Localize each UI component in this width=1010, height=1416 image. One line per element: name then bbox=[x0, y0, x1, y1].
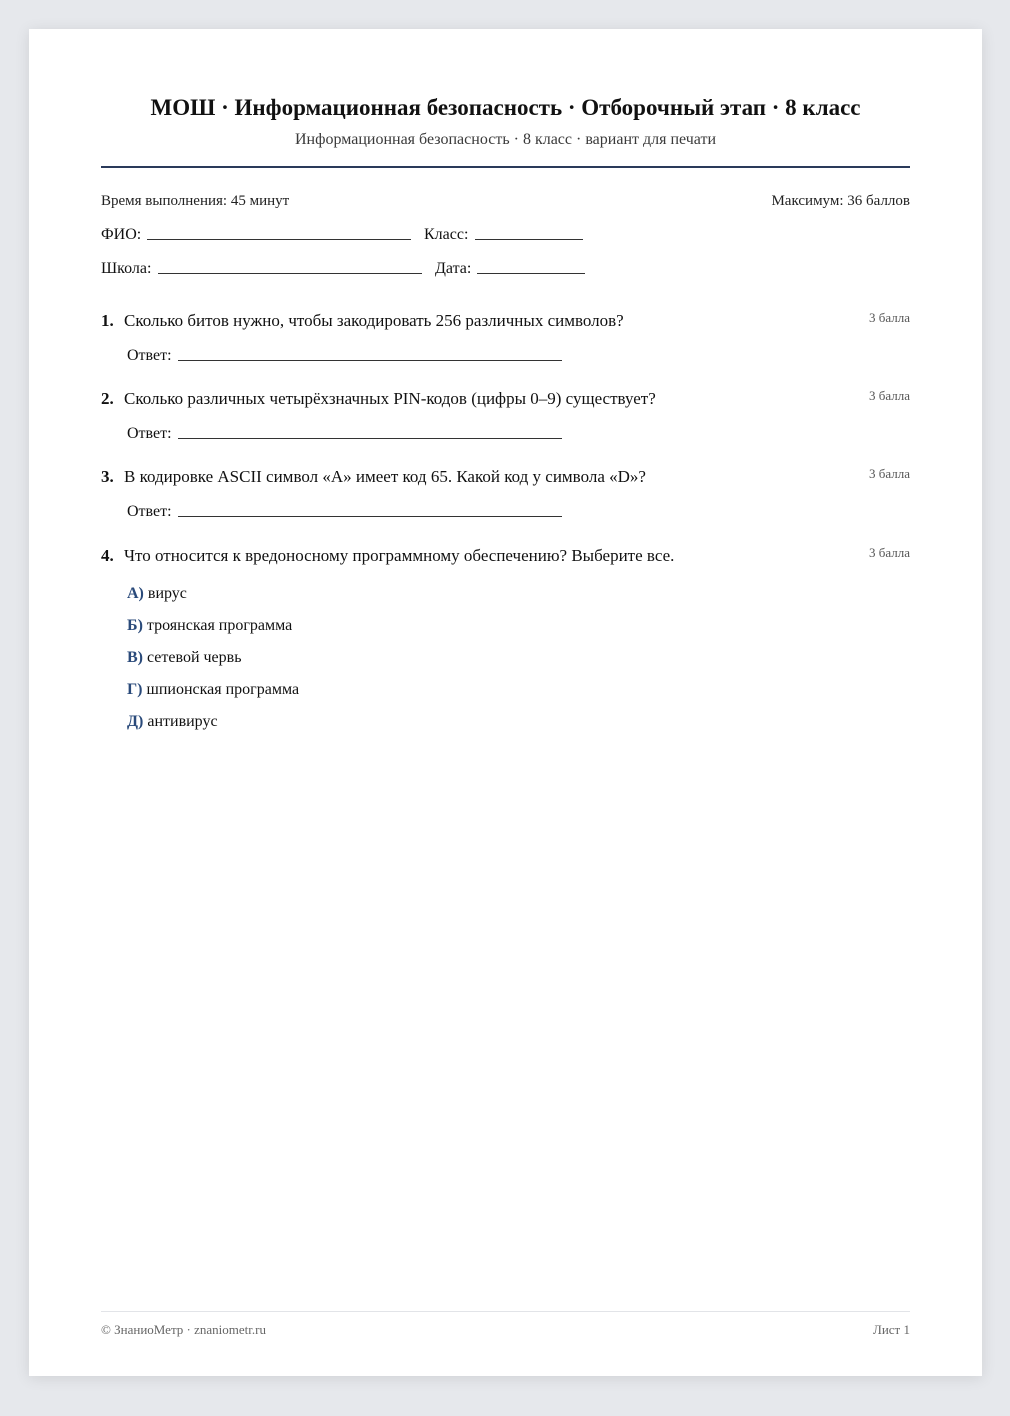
option-letter: В) bbox=[127, 649, 143, 666]
option-text: сетевой червь bbox=[147, 649, 242, 666]
footer-copyright: © ЗнаниоМетр · znaniometr.ru bbox=[101, 1322, 266, 1337]
option-text: шпионская программа bbox=[146, 681, 300, 698]
option-letter: Г) bbox=[127, 681, 143, 698]
option-letter: Д) bbox=[127, 713, 144, 730]
option-letter: А) bbox=[127, 585, 144, 602]
class-blank bbox=[475, 239, 583, 240]
option-letter: Б) bbox=[127, 617, 143, 634]
header-divider bbox=[101, 166, 910, 168]
option-c bbox=[127, 649, 242, 667]
printable-sheet bbox=[29, 29, 982, 1376]
question-number: 4. bbox=[101, 546, 114, 565]
option-e bbox=[127, 713, 218, 731]
fio-label: ФИО: bbox=[101, 226, 142, 243]
answer-label: Ответ: bbox=[127, 425, 172, 442]
school-label: Школа: bbox=[101, 260, 152, 277]
answer-blank bbox=[178, 438, 562, 439]
answer-blank bbox=[178, 516, 562, 517]
max-score: Максимум: 36 баллов bbox=[771, 193, 910, 209]
answer-blank bbox=[178, 360, 562, 361]
date-blank bbox=[477, 273, 585, 274]
option-d bbox=[127, 681, 299, 699]
fio-blank bbox=[147, 239, 411, 240]
question-text: Что относится к вредоносному программному обеспечению? Выберите все. bbox=[124, 546, 675, 565]
page-number: Лист 1 bbox=[873, 1322, 910, 1337]
question-points: 3 балла bbox=[869, 466, 910, 481]
class-label: Класс: bbox=[424, 226, 469, 243]
answer-label: Ответ: bbox=[127, 503, 172, 520]
footer-divider bbox=[101, 1311, 910, 1312]
question-text: Сколько различных четырёхзначных PIN-кодов (цифры 0–9) существует? bbox=[124, 389, 656, 408]
school-blank bbox=[158, 273, 422, 274]
question-text: Сколько битов нужно, чтобы закодировать 256 различных символов? bbox=[124, 311, 624, 330]
date-label: Дата: bbox=[435, 260, 472, 277]
option-text: троянская программа bbox=[146, 617, 293, 634]
question-number: 3. bbox=[101, 467, 114, 486]
question-text: В кодировке ASCII символ «A» имеет код 65. Какой код у символа «D»? bbox=[124, 467, 646, 486]
question-points: 3 балла bbox=[869, 310, 910, 325]
question-points: 3 балла bbox=[869, 545, 910, 560]
question-number: 2. bbox=[101, 389, 114, 408]
page-subtitle: Информационная безопасность · 8 класс · вариант для печати bbox=[294, 131, 717, 148]
option-a bbox=[127, 585, 187, 603]
option-text: антивирус bbox=[147, 713, 218, 730]
page-title: МОШ · Информационная безопасность · Отборочный этап · 8 класс bbox=[150, 95, 861, 120]
time-limit: Время выполнения: 45 минут bbox=[101, 193, 290, 209]
answer-label: Ответ: bbox=[127, 347, 172, 364]
question-points: 3 балла bbox=[869, 388, 910, 403]
question-number: 1. bbox=[101, 311, 114, 330]
option-b bbox=[127, 617, 292, 635]
option-text: вирус bbox=[147, 585, 187, 602]
